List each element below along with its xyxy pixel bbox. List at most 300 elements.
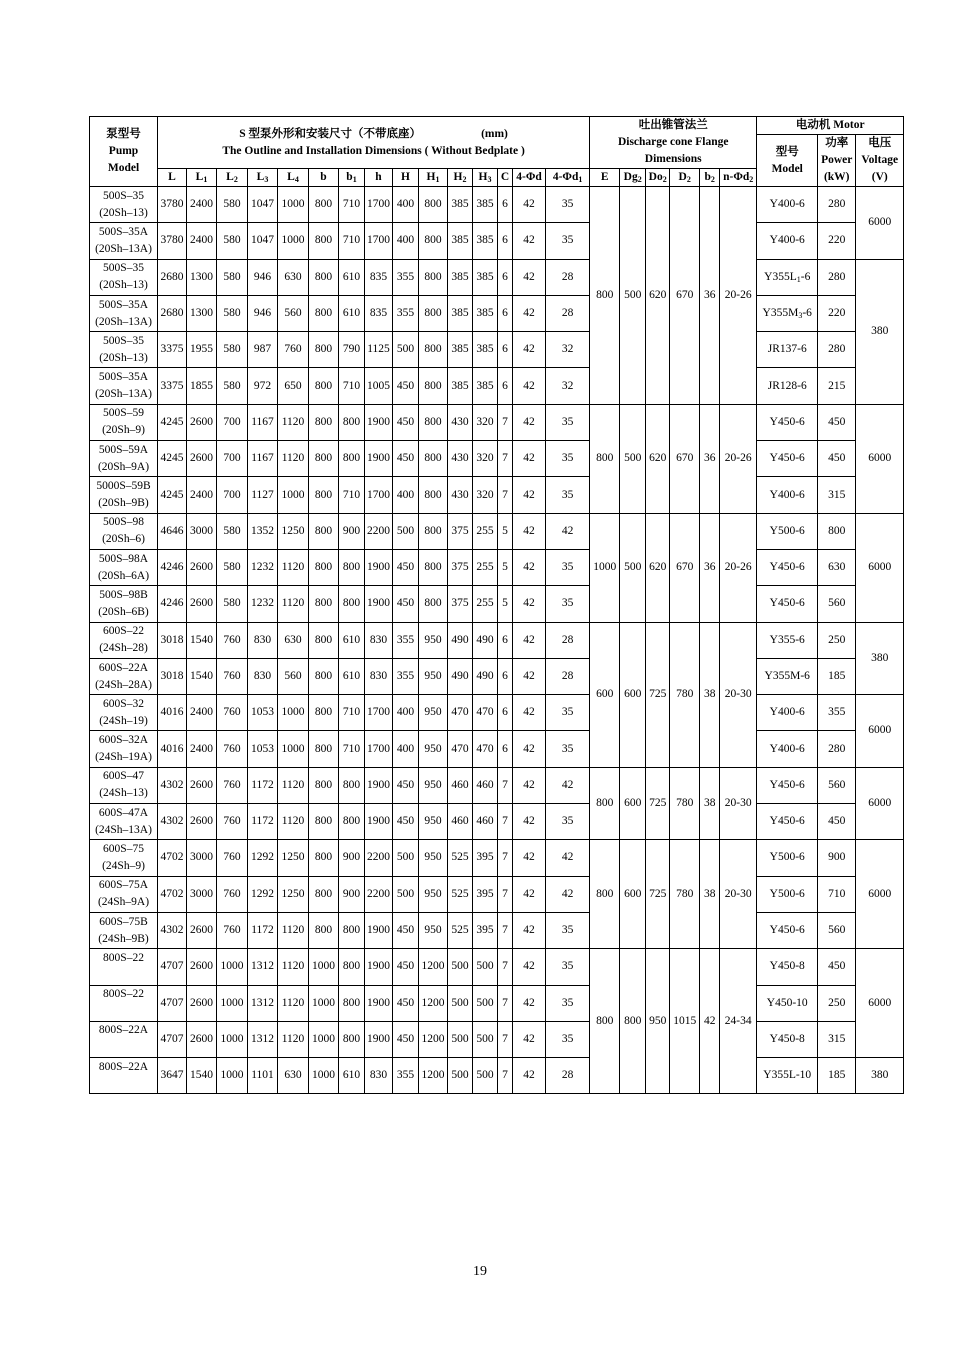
dimension-cell: 450 xyxy=(393,549,419,585)
dimension-cell: 580 xyxy=(217,549,248,585)
dimension-cell: 6 xyxy=(498,259,513,295)
flange-cell: 20-26 xyxy=(720,404,757,513)
flange-cell: 1015 xyxy=(670,949,700,1094)
dimension-cell: 950 xyxy=(419,658,448,694)
flange-cell: 1000 xyxy=(590,513,620,622)
dimension-cell: 1167 xyxy=(248,404,278,440)
dimension-cell: 760 xyxy=(217,840,248,876)
dimension-cell: 320 xyxy=(473,404,498,440)
dimension-cell: 42 xyxy=(546,840,590,876)
dimension-cell: 1120 xyxy=(278,912,309,948)
dimension-cell: 450 xyxy=(393,586,419,622)
power-header-unit: (kW) xyxy=(823,171,850,183)
dimension-cell: 800 xyxy=(309,731,339,767)
table-row xyxy=(90,695,904,731)
dimension-cell: 500 xyxy=(393,332,419,368)
flange-cell: 620 xyxy=(646,404,670,513)
dimension-cell: 800 xyxy=(309,767,339,803)
dimension-cell: 1167 xyxy=(248,441,278,477)
dimension-cell: 2200 xyxy=(365,840,393,876)
cell-subscript: 2 xyxy=(462,175,467,184)
dimension-cell: 900 xyxy=(339,876,365,912)
flange-cell: 20-26 xyxy=(720,513,757,622)
dimension-cell: 1005 xyxy=(365,368,393,404)
dimension-cell: 5 xyxy=(498,513,513,549)
cell-text: Dg xyxy=(623,171,638,183)
flange-group-en-2: Dimensions xyxy=(644,153,702,165)
dimension-cell: 2400 xyxy=(187,223,217,259)
dimension-cell: 580 xyxy=(217,368,248,404)
dimension-cell: 1120 xyxy=(278,985,309,1021)
dimension-cell: 760 xyxy=(217,658,248,694)
dimension-cell: 1900 xyxy=(365,441,393,477)
dimension-cell: 800 xyxy=(339,586,365,622)
cell-subscript: 1 xyxy=(435,175,440,184)
cell-text: H xyxy=(426,171,436,183)
cell-text: n-Φd xyxy=(723,171,750,183)
dimension-cell: 1900 xyxy=(365,912,393,948)
dimension-cell: 42 xyxy=(546,767,590,803)
dimension-cell: 760 xyxy=(217,731,248,767)
dimension-cell: 987 xyxy=(248,332,278,368)
flange-cell: 725 xyxy=(646,767,670,840)
cell-text: D xyxy=(678,171,687,183)
pump-model-cell xyxy=(90,658,158,694)
dimension-cell: 1000 xyxy=(217,985,248,1021)
dimension-cell: 800 xyxy=(339,767,365,803)
dimension-cell: 385 xyxy=(473,368,498,404)
motor-model-cell: JR128-6 xyxy=(757,368,818,404)
dimension-cell: 400 xyxy=(393,731,419,767)
voltage-cell: 6000 xyxy=(856,695,904,768)
flange-cell: 780 xyxy=(670,767,700,840)
dimension-cell: 4302 xyxy=(158,912,187,948)
dimension-cell: 500 xyxy=(448,949,473,985)
dimension-cell: 470 xyxy=(448,695,473,731)
dimension-cell: 800 xyxy=(419,404,448,440)
power-cell: 450 xyxy=(818,804,856,840)
dimension-cell: 950 xyxy=(419,767,448,803)
dimension-cell: 2600 xyxy=(187,949,217,985)
dimension-cell: 580 xyxy=(217,259,248,295)
dimension-cell: 42 xyxy=(513,767,546,803)
pump-model-alias: (20Sh–13A) xyxy=(95,388,152,401)
dimension-cell: 800 xyxy=(419,549,448,585)
cell-subscript: 2 xyxy=(662,175,667,184)
dimension-cell: 7 xyxy=(498,1058,513,1094)
motor-model-cell: Y450-6 xyxy=(757,804,818,840)
motor-model-cell xyxy=(757,259,818,295)
pump-model-name: 800S–22A xyxy=(98,1060,149,1073)
pump-model-alias xyxy=(90,1039,157,1056)
table-row xyxy=(90,949,904,985)
dimension-cell: 1312 xyxy=(248,949,278,985)
dimension-cell: 3375 xyxy=(158,332,187,368)
dimension-cell: 710 xyxy=(339,223,365,259)
dimension-cell: 450 xyxy=(393,368,419,404)
dimension-cell: 35 xyxy=(546,912,590,948)
dimension-cell: 1250 xyxy=(278,513,309,549)
pump-model-name: 600S–47A xyxy=(98,806,149,819)
dimension-cell: 7 xyxy=(498,804,513,840)
dimension-cell: 800 xyxy=(309,876,339,912)
pump-spec-table xyxy=(89,116,904,1094)
power-cell: 185 xyxy=(818,658,856,694)
dimension-cell: 42 xyxy=(546,513,590,549)
dimension-cell: 6 xyxy=(498,368,513,404)
dimension-cell: 385 xyxy=(473,259,498,295)
dimension-cell: 500 xyxy=(473,985,498,1021)
dimension-cell: 35 xyxy=(546,695,590,731)
dimension-cell: 35 xyxy=(546,586,590,622)
motor-model-cell: Y450-6 xyxy=(757,586,818,622)
motor-model-cell: Y500-6 xyxy=(757,876,818,912)
pump-model-name: 600S–75 xyxy=(103,842,144,855)
motor-model-cell: Y355-6 xyxy=(757,622,818,658)
cell-text: Y355L xyxy=(764,270,797,283)
motor-model-cell: JR137-6 xyxy=(757,332,818,368)
power-cell: 315 xyxy=(818,477,856,513)
pump-model-name: 500S–98 xyxy=(103,516,144,529)
dimension-cell: 800 xyxy=(309,549,339,585)
flange-cell: 38 xyxy=(700,840,720,949)
dimension-cell: 35 xyxy=(546,549,590,585)
pump-model-alias xyxy=(90,1076,157,1093)
dimension-cell: 800 xyxy=(309,695,339,731)
dimension-cell: 1053 xyxy=(248,731,278,767)
dimension-cell: 800 xyxy=(419,586,448,622)
motor-model-cell: Y450-6 xyxy=(757,912,818,948)
dimension-cell: 1120 xyxy=(278,767,309,803)
flange-cell: 780 xyxy=(670,840,700,949)
voltage-cell: 6000 xyxy=(856,840,904,949)
motor-model-cell: Y450-8 xyxy=(757,1021,818,1057)
flange-cell: 780 xyxy=(670,622,700,767)
dimension-cell: 42 xyxy=(513,368,546,404)
dimension-cell: 946 xyxy=(248,295,278,331)
dimension-cell: 1200 xyxy=(419,949,448,985)
pump-model-cell xyxy=(90,804,158,840)
pump-model-cell xyxy=(90,187,158,223)
dimension-cell: 375 xyxy=(448,586,473,622)
cell-subscript: 1 xyxy=(578,175,583,184)
pump-model-cell xyxy=(90,477,158,513)
power-cell: 560 xyxy=(818,767,856,803)
flange-cell: 800 xyxy=(590,840,620,949)
dim-column-header xyxy=(419,169,448,187)
cell-subscript: 1 xyxy=(352,175,357,184)
dimension-cell: 28 xyxy=(546,1058,590,1094)
dimension-cell: 450 xyxy=(393,404,419,440)
dimension-cell: 385 xyxy=(448,332,473,368)
dimension-cell: 42 xyxy=(513,513,546,549)
dimension-cell: 460 xyxy=(448,804,473,840)
dimension-cell: 450 xyxy=(393,441,419,477)
voltage-cell: 6000 xyxy=(856,513,904,622)
flange-cell: 725 xyxy=(646,840,670,949)
flange-cell: 620 xyxy=(646,513,670,622)
dimension-cell: 450 xyxy=(393,1021,419,1057)
pump-model-name: 500S–35 xyxy=(103,262,144,275)
dimension-cell: 255 xyxy=(473,513,498,549)
dimension-cell: 385 xyxy=(448,368,473,404)
table-body xyxy=(90,187,904,1094)
flange-column-header xyxy=(700,169,720,187)
pump-model-cell xyxy=(90,949,158,985)
dimension-cell: 35 xyxy=(546,985,590,1021)
pump-model-alias: (24Sh–9A) xyxy=(97,896,150,909)
power-cell: 560 xyxy=(818,586,856,622)
dimension-cell: 35 xyxy=(546,731,590,767)
motor-model-header-cn: 型号 xyxy=(775,145,799,158)
cell-text: H xyxy=(401,171,410,183)
dimension-cell: 385 xyxy=(448,187,473,223)
dimension-cell: 1000 xyxy=(217,1058,248,1094)
pump-model-header-model: Model xyxy=(107,162,140,174)
dim-column-header xyxy=(278,169,309,187)
flange-cell: 600 xyxy=(620,767,646,840)
dimension-cell: 490 xyxy=(473,658,498,694)
table-row xyxy=(90,187,904,223)
dimension-cell: 5 xyxy=(498,586,513,622)
dimension-cell: 2600 xyxy=(187,804,217,840)
flange-cell: 24-34 xyxy=(720,949,757,1094)
dimension-cell: 2600 xyxy=(187,912,217,948)
dimension-cell: 7 xyxy=(498,1021,513,1057)
motor-model-cell: Y355L-10 xyxy=(757,1058,818,1094)
dimension-cell: 580 xyxy=(217,513,248,549)
dimension-cell: 800 xyxy=(339,949,365,985)
flange-cell: 800 xyxy=(590,949,620,1094)
flange-column-header xyxy=(620,169,646,187)
power-cell: 450 xyxy=(818,949,856,985)
dimension-cell: 1000 xyxy=(309,949,339,985)
pump-model-cell xyxy=(90,368,158,404)
dimension-cell: 42 xyxy=(513,187,546,223)
dimension-cell: 1000 xyxy=(278,187,309,223)
pump-model-alias: (24Sh–28A) xyxy=(95,678,152,691)
pump-model-header-cn: 泵型号 xyxy=(106,128,141,140)
dimension-cell: 800 xyxy=(339,912,365,948)
dimension-cell: 800 xyxy=(309,441,339,477)
dimension-cell: 470 xyxy=(473,731,498,767)
dimension-cell: 3375 xyxy=(158,368,187,404)
motor-model-cell: Y450-8 xyxy=(757,949,818,985)
dimension-cell: 4245 xyxy=(158,477,187,513)
dimension-cell: 395 xyxy=(473,912,498,948)
dimension-cell: 1000 xyxy=(217,1021,248,1057)
cell-text: L xyxy=(168,171,176,183)
pump-model-alias: (20Sh–6) xyxy=(102,533,145,546)
dimension-cell: 1172 xyxy=(248,767,278,803)
pump-model-name: 600S–32A xyxy=(98,734,149,747)
pump-model-name: 500S–98A xyxy=(98,552,149,565)
dimension-cell: 950 xyxy=(419,731,448,767)
dimension-cell: 6 xyxy=(498,187,513,223)
cell-text: b xyxy=(320,171,327,183)
dimension-cell: 6 xyxy=(498,295,513,331)
dimension-cell: 1232 xyxy=(248,586,278,622)
dimension-cell: 1000 xyxy=(309,1021,339,1057)
flange-group-cn: 吐出锥管法兰 xyxy=(638,119,708,131)
dimension-cell: 4302 xyxy=(158,767,187,803)
dimension-cell: 1000 xyxy=(217,949,248,985)
dimension-cell: 800 xyxy=(419,259,448,295)
dimension-cell: 7 xyxy=(498,767,513,803)
voltage-cell: 6000 xyxy=(856,404,904,513)
flange-cell: 38 xyxy=(700,622,720,767)
dimension-cell: 42 xyxy=(513,695,546,731)
dimension-cell: 430 xyxy=(448,441,473,477)
dimension-cell: 320 xyxy=(473,441,498,477)
power-cell: 355 xyxy=(818,695,856,731)
dimension-cell: 800 xyxy=(309,368,339,404)
dimension-cell: 6 xyxy=(498,731,513,767)
cell-subscript: 4 xyxy=(294,175,299,184)
dimension-cell: 1900 xyxy=(365,949,393,985)
cell-subscript: 1 xyxy=(796,274,801,284)
pump-model-cell xyxy=(90,985,158,1021)
dimension-cell: 35 xyxy=(546,804,590,840)
dim-column-header xyxy=(217,169,248,187)
dimension-cell: 800 xyxy=(309,912,339,948)
dimension-cell: 3018 xyxy=(158,622,187,658)
motor-model-cell xyxy=(757,295,818,331)
dimension-cell: 1101 xyxy=(248,1058,278,1094)
dimension-cell: 950 xyxy=(419,622,448,658)
dimension-cell: 1900 xyxy=(365,985,393,1021)
pump-model-cell xyxy=(90,876,158,912)
dimension-cell: 4646 xyxy=(158,513,187,549)
cell-text: h xyxy=(375,171,382,183)
power-header xyxy=(818,135,856,187)
table-row xyxy=(90,295,904,331)
power-cell: 450 xyxy=(818,441,856,477)
dimension-cell: 42 xyxy=(513,949,546,985)
dimension-cell: 2600 xyxy=(187,1021,217,1057)
dimension-cell: 1053 xyxy=(248,695,278,731)
table-row xyxy=(90,586,904,622)
pump-model-cell xyxy=(90,259,158,295)
dimension-cell: 900 xyxy=(339,840,365,876)
dimension-cell: 42 xyxy=(513,731,546,767)
dimension-cell: 525 xyxy=(448,840,473,876)
dimension-cell: 700 xyxy=(217,441,248,477)
dimension-cell: 800 xyxy=(419,187,448,223)
power-cell: 215 xyxy=(818,368,856,404)
pump-model-alias: (24Sh–13A) xyxy=(95,823,152,836)
dimension-cell: 830 xyxy=(365,658,393,694)
dim-column-header xyxy=(248,169,278,187)
pump-model-cell xyxy=(90,1021,158,1057)
dimension-cell: 800 xyxy=(339,985,365,1021)
power-cell: 630 xyxy=(818,549,856,585)
dimension-cell: 395 xyxy=(473,876,498,912)
dimension-cell: 42 xyxy=(513,985,546,1021)
dimension-cell: 500 xyxy=(473,1058,498,1094)
table-row xyxy=(90,767,904,803)
dimension-cell: 580 xyxy=(217,295,248,331)
dimension-cell: 760 xyxy=(217,695,248,731)
dimension-cell: 800 xyxy=(309,658,339,694)
dim-column-header xyxy=(473,169,498,187)
dimension-cell: 1900 xyxy=(365,549,393,585)
cell-subscript: 2 xyxy=(710,175,715,184)
flange-cell: 36 xyxy=(700,187,720,405)
dimension-cell: 1540 xyxy=(187,1058,217,1094)
flange-cell: 670 xyxy=(670,404,700,513)
pump-model-cell xyxy=(90,586,158,622)
voltage-cell: 380 xyxy=(856,622,904,695)
dimension-cell: 2600 xyxy=(187,549,217,585)
dimension-cell: 4246 xyxy=(158,549,187,585)
motor-group-header: 电动机 Motor xyxy=(757,117,904,135)
dimension-cell: 800 xyxy=(339,404,365,440)
pump-model-name: 500S–35A xyxy=(98,225,149,238)
dimension-cell: 42 xyxy=(513,1021,546,1057)
power-header-en: Power xyxy=(821,154,853,166)
dim-column-header xyxy=(498,169,513,187)
motor-model-cell: Y400-6 xyxy=(757,731,818,767)
dimension-cell: 800 xyxy=(419,295,448,331)
dimension-cell: 1172 xyxy=(248,912,278,948)
dimension-cell: 1900 xyxy=(365,404,393,440)
dimension-cell: 1232 xyxy=(248,549,278,585)
dimension-cell: 3647 xyxy=(158,1058,187,1094)
dimension-cell: 610 xyxy=(339,658,365,694)
dimension-cell: 430 xyxy=(448,404,473,440)
pump-model-name: 500S–35A xyxy=(98,371,149,384)
dim-column-header xyxy=(393,169,419,187)
dimension-cell: 760 xyxy=(278,332,309,368)
dimension-cell: 355 xyxy=(393,658,419,694)
cell-text: L xyxy=(226,171,234,183)
dimension-cell: 500 xyxy=(448,1058,473,1094)
dimension-cell: 525 xyxy=(448,912,473,948)
dimension-cell: 1127 xyxy=(248,477,278,513)
pump-model-alias xyxy=(90,1003,157,1020)
flange-column-header xyxy=(590,169,620,187)
dimension-cell: 1120 xyxy=(278,804,309,840)
dimension-cell: 385 xyxy=(473,295,498,331)
cell-text: E xyxy=(600,171,609,183)
dim-column-header xyxy=(158,169,187,187)
dimension-cell: 42 xyxy=(513,549,546,585)
dimension-cell: 4016 xyxy=(158,731,187,767)
flange-cell: 800 xyxy=(590,767,620,840)
dimension-cell: 42 xyxy=(513,658,546,694)
dimension-cell: 580 xyxy=(217,332,248,368)
dimension-cell: 500 xyxy=(393,840,419,876)
dimension-cell: 1000 xyxy=(278,695,309,731)
dimension-cell: 800 xyxy=(419,223,448,259)
dimension-cell: 1900 xyxy=(365,804,393,840)
pump-model-alias: (20Sh–13A) xyxy=(95,315,152,328)
dimension-cell: 710 xyxy=(339,368,365,404)
dimension-cell: 42 xyxy=(513,840,546,876)
pump-model-name: 5000S–59B xyxy=(96,480,151,493)
pump-model-alias: (20Sh–13A) xyxy=(95,242,152,255)
dimension-cell: 2600 xyxy=(187,586,217,622)
dimension-cell: 450 xyxy=(393,949,419,985)
dimension-cell: 1540 xyxy=(187,622,217,658)
cell-text: L xyxy=(195,171,204,183)
dimension-cell: 580 xyxy=(217,223,248,259)
flange-cell: 38 xyxy=(700,767,720,840)
dimension-cell: 630 xyxy=(278,259,309,295)
dimension-cell: 4707 xyxy=(158,1021,187,1057)
dimension-cell: 6 xyxy=(498,658,513,694)
